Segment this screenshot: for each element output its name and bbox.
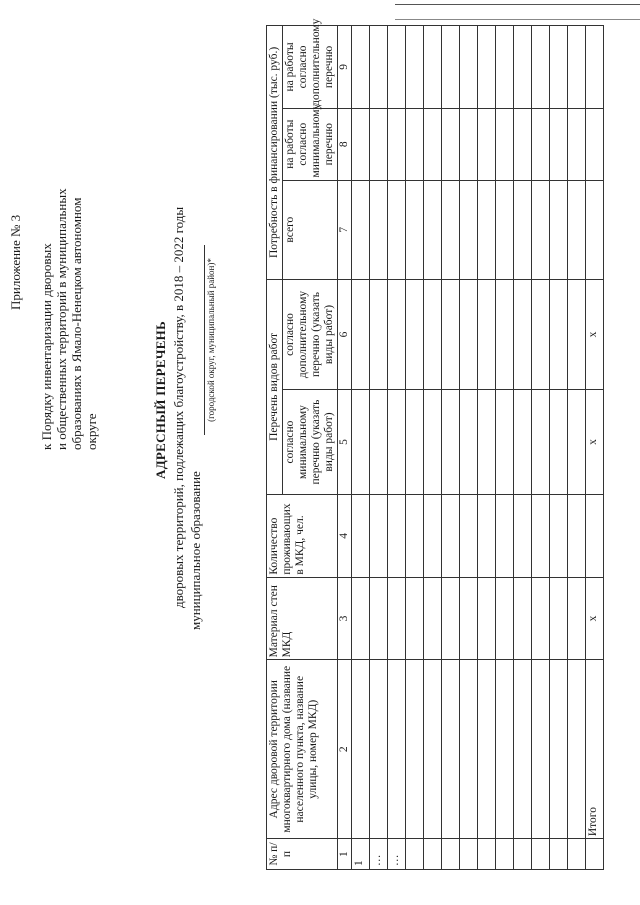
table-cell: [550, 180, 568, 279]
table-cell: [532, 660, 550, 839]
document-title: АДРЕСНЫЙ ПЕРЕЧЕНЬ: [153, 321, 168, 479]
row-number: [424, 839, 442, 870]
table-cell: [406, 494, 424, 577]
column-number: 6: [338, 279, 352, 389]
table-cell: [460, 577, 478, 660]
total-material: х: [586, 577, 604, 660]
table-cell: [514, 108, 532, 180]
table-cell: [406, 180, 424, 279]
table-cell: [352, 26, 370, 109]
table-cell: [352, 108, 370, 180]
appendix-line: и общественных территорий в муниципальных: [54, 188, 69, 450]
table-cell: [478, 108, 496, 180]
table-cell: [496, 494, 514, 577]
column-number: 4: [338, 494, 352, 577]
table-cell: [424, 577, 442, 660]
header-works-group: Перечень видов работ: [267, 279, 283, 494]
header-finance-min: на работы согласно минимальному перечню: [283, 108, 338, 180]
table-cell: [532, 577, 550, 660]
table-cell: [496, 108, 514, 180]
table-cell: [550, 279, 568, 389]
table-cell: [532, 494, 550, 577]
table-cell: [478, 660, 496, 839]
table-cell: [496, 180, 514, 279]
table-cell: [460, 180, 478, 279]
header-finance-add: на работы согласно дополнительному перечню: [283, 26, 338, 109]
row-number: [568, 839, 586, 870]
table-cell: [496, 577, 514, 660]
table-cell: [532, 26, 550, 109]
table-cell: [442, 390, 460, 495]
total-works-add: х: [586, 279, 604, 389]
table-cell: [550, 26, 568, 109]
table-cell: [388, 26, 406, 109]
table-cell: [388, 108, 406, 180]
table-cell: [442, 494, 460, 577]
table-cell: [478, 180, 496, 279]
row-number: [550, 839, 568, 870]
table-row: [442, 26, 460, 870]
header-residents: Количество проживающих в МКД, чел.: [267, 494, 338, 577]
table-cell: [550, 660, 568, 839]
table-cell: [568, 390, 586, 495]
table-cell: [388, 660, 406, 839]
table-row: [388, 26, 406, 870]
table-cell: [568, 577, 586, 660]
table-cell: [406, 279, 424, 389]
table-row: [406, 26, 424, 870]
table-cell: [424, 180, 442, 279]
table-cell: [514, 660, 532, 839]
table-cell: [442, 108, 460, 180]
table-cell: [370, 26, 388, 109]
table-row: [460, 26, 478, 870]
table-cell: [568, 26, 586, 109]
column-number: 3: [338, 577, 352, 660]
row-number: …: [370, 839, 388, 870]
table-cell: [424, 279, 442, 389]
header-material: Материал стен МКД: [267, 577, 338, 660]
table-row: [496, 26, 514, 870]
table-cell: [352, 660, 370, 839]
row-number: …: [388, 839, 406, 870]
scan-artifact-line: [395, 19, 640, 20]
table-cell: [460, 390, 478, 495]
table-cell: [568, 660, 586, 839]
row-number: [406, 839, 424, 870]
total-row: [586, 26, 604, 870]
rotated-page: [0, 18, 640, 890]
table-cell: [568, 494, 586, 577]
table-cell: [352, 390, 370, 495]
table-cell: [478, 390, 496, 495]
table-cell: [442, 26, 460, 109]
table-cell: [370, 494, 388, 577]
table-cell: [370, 390, 388, 495]
column-number: 8: [338, 108, 352, 180]
table-cell: [514, 26, 532, 109]
table-cell: [406, 390, 424, 495]
table-cell: [478, 26, 496, 109]
table-cell: [478, 494, 496, 577]
table-cell: [370, 660, 388, 839]
table-cell: [388, 180, 406, 279]
table-cell: [352, 279, 370, 389]
table-cell: [568, 180, 586, 279]
table-row: [514, 26, 532, 870]
table-cell: [442, 279, 460, 389]
table-cell: [496, 26, 514, 109]
table-cell: [460, 660, 478, 839]
appendix-line: образованиях в Ямало-Ненецком автономном: [69, 197, 84, 450]
table-cell: [442, 577, 460, 660]
table-cell: [388, 390, 406, 495]
table-cell: [388, 494, 406, 577]
table-cell: [442, 660, 460, 839]
table-cell: [514, 390, 532, 495]
table-cell: [424, 494, 442, 577]
total-finance-add: [586, 26, 604, 109]
row-number: [442, 839, 460, 870]
total-works-min: х: [586, 390, 604, 495]
table-row: [550, 26, 568, 870]
row-number: [514, 839, 532, 870]
table-cell: [370, 577, 388, 660]
table-cell: [514, 180, 532, 279]
table-cell: [532, 279, 550, 389]
total-label: Итого: [586, 660, 604, 839]
table-cell: [352, 494, 370, 577]
column-number: 7: [338, 180, 352, 279]
table-cell: [568, 279, 586, 389]
table-cell: [460, 494, 478, 577]
scan-artifact-line: [395, 4, 640, 5]
appendix-line: к Порядку инвентаризации дворовых: [39, 243, 54, 450]
column-number: 9: [338, 26, 352, 109]
table-cell: [532, 390, 550, 495]
appendix-title: Приложение № 3: [8, 214, 23, 310]
table-cell: [352, 180, 370, 279]
municipality-hint: (городской округ, муниципальный район)*: [204, 245, 216, 435]
header-finance-group: Потребность в финансировании (тыс. руб.): [267, 26, 283, 280]
table-row: [478, 26, 496, 870]
header-works-add: согласно дополнительному перечню (указать виды работ): [283, 279, 338, 389]
table-cell: [406, 108, 424, 180]
table-cell: [568, 108, 586, 180]
table-cell: [406, 660, 424, 839]
row-number: [460, 839, 478, 870]
total-finance-total: [586, 180, 604, 279]
heading-block: [153, 170, 216, 630]
table-cell: [424, 26, 442, 109]
address-list-table: [266, 18, 604, 870]
total-finance-min: [586, 108, 604, 180]
table-cell: [406, 577, 424, 660]
column-number: 2: [338, 660, 352, 839]
column-number: 1: [338, 839, 352, 870]
table-row: [532, 26, 550, 870]
table-row: [352, 26, 370, 870]
table-cell: [514, 279, 532, 389]
table-cell: [388, 577, 406, 660]
table-cell: [496, 279, 514, 389]
table-cell: [550, 108, 568, 180]
row-number: [496, 839, 514, 870]
appendix-block: [8, 150, 99, 450]
table-cell: [532, 180, 550, 279]
header-row: [267, 26, 283, 870]
row-number: [478, 839, 496, 870]
table-cell: [478, 279, 496, 389]
table-row: [370, 26, 388, 870]
table-cell: [424, 660, 442, 839]
table-cell: [514, 577, 532, 660]
table-cell: [406, 26, 424, 109]
table-cell: [442, 180, 460, 279]
table-cell: [424, 390, 442, 495]
table-cell: [532, 108, 550, 180]
column-number: 5: [338, 390, 352, 495]
row-number: 1: [352, 839, 370, 870]
table-cell: [460, 108, 478, 180]
appendix-line: округе: [84, 413, 99, 450]
table-cell: [460, 26, 478, 109]
table-cell: [388, 279, 406, 389]
table-cell: [370, 180, 388, 279]
table-cell: [514, 494, 532, 577]
total-num-cell: [586, 839, 604, 870]
document-subtitle: дворовых территорий, подлежащих благоустройству, в 2018 – 2022 годы: [171, 206, 186, 608]
table-cell: [496, 660, 514, 839]
table-row: [424, 26, 442, 870]
table-cell: [352, 577, 370, 660]
header-address: Адрес дворовой территории многоквартирного дома (название населенного пункта, название улицы, номер МКД): [267, 660, 338, 839]
table-cell: [496, 390, 514, 495]
row-number: [532, 839, 550, 870]
table-cell: [370, 108, 388, 180]
table-cell: [424, 108, 442, 180]
header-finance-total: всего: [283, 180, 338, 279]
total-residents: [586, 494, 604, 577]
table-cell: [460, 279, 478, 389]
table-cell: [550, 577, 568, 660]
table-row: [568, 26, 586, 870]
column-number-row: [338, 26, 352, 870]
header-num: № п/п: [267, 839, 338, 870]
municipality-label: муниципальное образование: [188, 471, 203, 630]
table-cell: [550, 390, 568, 495]
municipality-row: [188, 170, 216, 630]
header-works-min: согласно минимальному перечню (указать виды работ): [283, 390, 338, 495]
table-cell: [478, 577, 496, 660]
table-cell: [550, 494, 568, 577]
table-cell: [370, 279, 388, 389]
